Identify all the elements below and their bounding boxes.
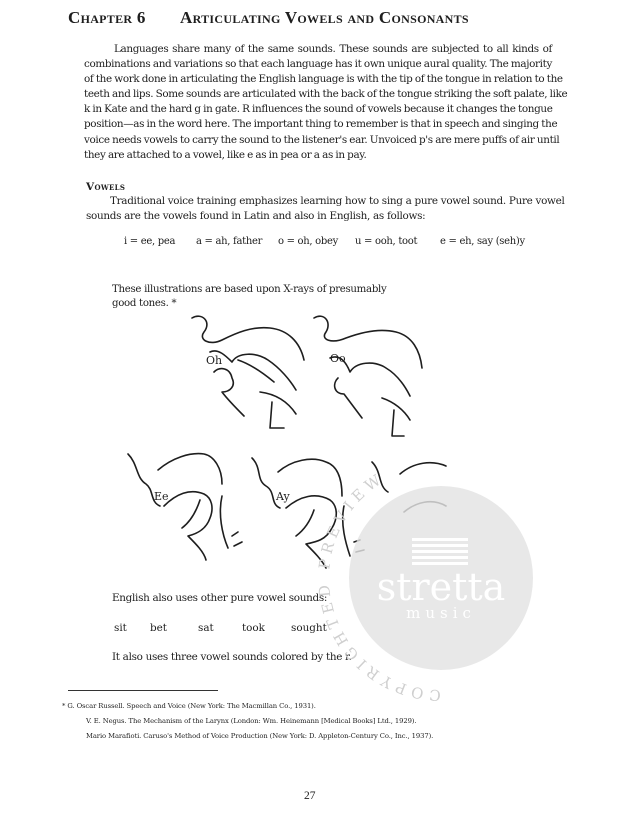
chapter-title: Articulating Vowels and Consonants bbox=[180, 8, 469, 27]
vowels-line: Traditional voice training emphasizes learning how to sing a pure vowel sound. Pure vowel bbox=[110, 195, 565, 207]
caption-line: These illustrations are based upon X-rays of presumably bbox=[112, 284, 387, 295]
page-number: 27 bbox=[304, 790, 316, 802]
diagram-label-oh: Oh bbox=[206, 354, 223, 367]
chapter-number: Chapter 6 bbox=[68, 8, 146, 27]
vowel-word: bet bbox=[150, 622, 167, 634]
watermark-sub: music bbox=[406, 604, 476, 622]
vowel-word: sit bbox=[114, 622, 127, 634]
vowel-item: a = ah, father bbox=[196, 236, 263, 247]
vowel-item: e = eh, say (seh)y bbox=[440, 236, 525, 247]
intro-line: position—as in the word here. The important thing to remember is that in speech and singing the bbox=[84, 118, 558, 131]
watermark-brand: stretta bbox=[376, 565, 506, 609]
diagram-label-oo: Oo bbox=[330, 352, 346, 365]
intro-line: combinations and variations so that each language has it own unique aural quality. The majority bbox=[84, 58, 552, 71]
intro-line: they are attached to a vowel, like e as in pea or a as in pay. bbox=[84, 148, 367, 161]
intro-line: of the work done in articulating the English language is with the tip of the tongue in relation to the bbox=[84, 73, 563, 86]
caption-line: good tones. * bbox=[112, 298, 177, 309]
intro-line: Languages share many of the same sounds. These sounds are subjected to all kinds of bbox=[114, 43, 552, 55]
vowel-word: sat bbox=[198, 622, 214, 634]
diagram-label-ay: Ay bbox=[276, 490, 290, 503]
intro-line: teeth and lips. Some sounds are articulated with the back of the tongue striking the soft palate, like bbox=[84, 88, 568, 101]
vowels-heading: Vowels bbox=[86, 181, 126, 193]
vowel-word: took bbox=[242, 622, 265, 634]
intro-line: voice needs vowels to carry the sound to the listener's ear. Unvoiced p's are mere puffs of air until bbox=[84, 133, 560, 146]
footnote: Mario Marafioti. Caruso's Method of Voice Production (New York: D. Appleton-Century Co., Inc., 1937). bbox=[86, 732, 434, 740]
vowel-item: i = ee, pea bbox=[124, 236, 176, 247]
vowels-line: sounds are the vowels found in Latin and also in English, as follows: bbox=[86, 210, 426, 222]
footnote: * G. Oscar Russell. Speech and Voice (New York: The Macmillan Co., 1931). bbox=[62, 702, 316, 710]
footnote-rule bbox=[68, 690, 218, 691]
vowel-item: o = oh, obey bbox=[278, 236, 338, 247]
colored-vowels-text: It also uses three vowel sounds colored by the r. bbox=[112, 651, 352, 663]
other-vowels-text: English also uses other pure vowel sounds: bbox=[112, 592, 328, 604]
vowel-word: sought bbox=[291, 622, 327, 634]
diagram-label-ee: Ee bbox=[154, 490, 169, 503]
footnote: V. E. Negus. The Mechanism of the Larynx (London: Wm. Heinemann [Medical Books] Ltd., 1929). bbox=[86, 717, 417, 725]
intro-line: k in Kate and the hard g in gate. R influences the sound of vowels because it changes the tongue bbox=[84, 103, 553, 116]
watermark-ring-path: COPYRIGHTED PREVIEW bbox=[314, 468, 442, 705]
vowel-item: u = ooh, toot bbox=[355, 236, 418, 247]
